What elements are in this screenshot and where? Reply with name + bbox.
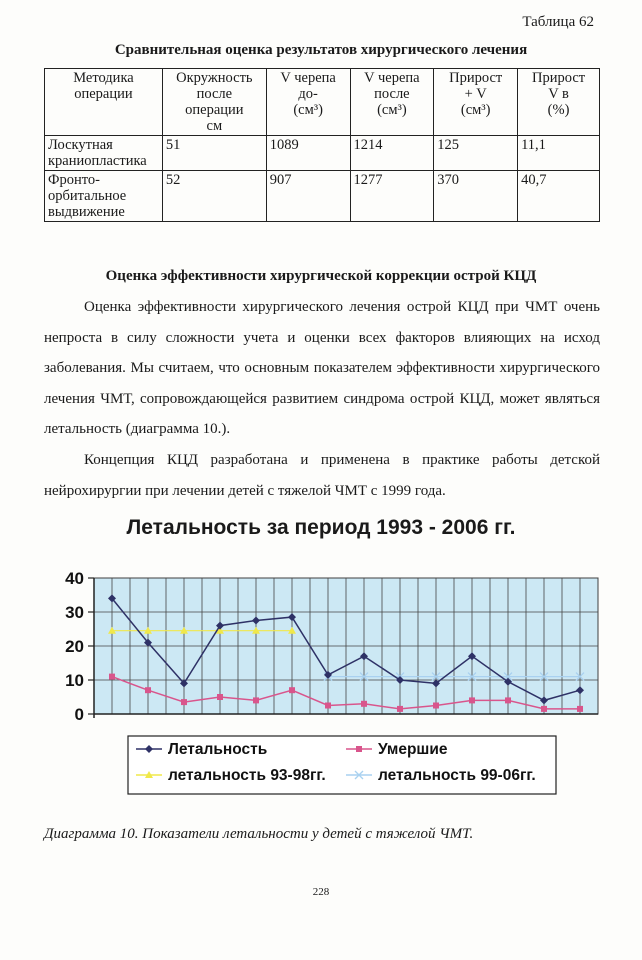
data-point	[433, 703, 439, 709]
header-increase-percent: Прирост V в (%)	[518, 69, 600, 136]
data-point	[361, 701, 367, 707]
data-point	[289, 687, 295, 693]
header-method: Методика операции	[45, 69, 163, 136]
row-method: Лоскутная краниопластика	[45, 136, 163, 171]
data-point	[397, 706, 403, 712]
row-cell: 1214	[350, 136, 434, 171]
row-method: Фронто- орбитальное выдвижение	[45, 171, 163, 222]
row-cell: 907	[266, 171, 350, 222]
legend-label: летальность 99-06гг.	[378, 767, 536, 784]
data-point	[109, 674, 115, 680]
row-cell: 52	[162, 171, 266, 222]
row-cell: 1277	[350, 171, 434, 222]
data-point	[577, 706, 583, 712]
paragraph: Оценка эффективности хирургического лечения острой КЦД при ЧМТ очень непроста в силу сложности учета и оценки всех факторов влияющих на исход заболевания. Мы считаем, что основным показателем эффективности хирургического лечения ЧМТ, сопровождающейся развитием синдрома острой КЦД, может являться летальность (диаграмма 10.).	[44, 299, 600, 437]
data-point	[505, 697, 511, 703]
data-point	[541, 706, 547, 712]
figure-caption: Диаграмма 10. Показатели летальности у детей с тяжелой ЧМТ.	[44, 826, 474, 842]
header-circumference: Окружность после операции см	[162, 69, 266, 136]
legend-swatch-marker	[356, 746, 362, 752]
legend-label: летальность 93-98гг.	[168, 767, 326, 784]
row-cell: 51	[162, 136, 266, 171]
data-point	[181, 699, 187, 705]
header-volume-after: V черепа после (см³)	[350, 69, 434, 136]
row-cell: 11,1	[518, 136, 600, 171]
page-number: 228	[312, 886, 330, 898]
y-tick-label: 40	[65, 569, 84, 588]
row-cell: 125	[434, 136, 518, 171]
row-cell: 40,7	[518, 171, 600, 222]
table-number-label: Таблица 62	[522, 14, 594, 30]
header-volume-before: V черепа до- (см³)	[266, 69, 350, 136]
table-header-row	[45, 69, 600, 136]
row-cell: 370	[434, 171, 518, 222]
section-title: Оценка эффективности хирургической коррекции острой КЦД	[105, 268, 537, 284]
data-point	[145, 687, 151, 693]
chart-title: Летальность за период 1993 - 2006 гг.	[126, 516, 516, 539]
row-cell: 1089	[266, 136, 350, 171]
data-point	[325, 703, 331, 709]
data-point	[253, 697, 259, 703]
table-row	[45, 136, 600, 171]
legend-label: Умершие	[378, 741, 448, 758]
table-row	[45, 171, 600, 222]
y-tick-label: 10	[65, 671, 84, 690]
y-tick-label: 0	[74, 705, 84, 724]
data-point	[469, 697, 475, 703]
mortality-line-chart	[0, 560, 642, 810]
header-increase-volume: Прирост + V (см³)	[434, 69, 518, 136]
paragraph: Концепция КЦД разработана и применена в практике работы детской нейрохирургии при лечении детей с тяжелой ЧМТ с 1999 года.	[44, 452, 600, 499]
y-tick-label: 20	[65, 637, 84, 656]
results-table	[44, 68, 600, 222]
legend-label: Летальность	[168, 741, 268, 758]
table-title: Сравнительная оценка результатов хирургического лечения	[114, 42, 528, 58]
data-point	[217, 694, 223, 700]
y-tick-label: 30	[65, 603, 84, 622]
